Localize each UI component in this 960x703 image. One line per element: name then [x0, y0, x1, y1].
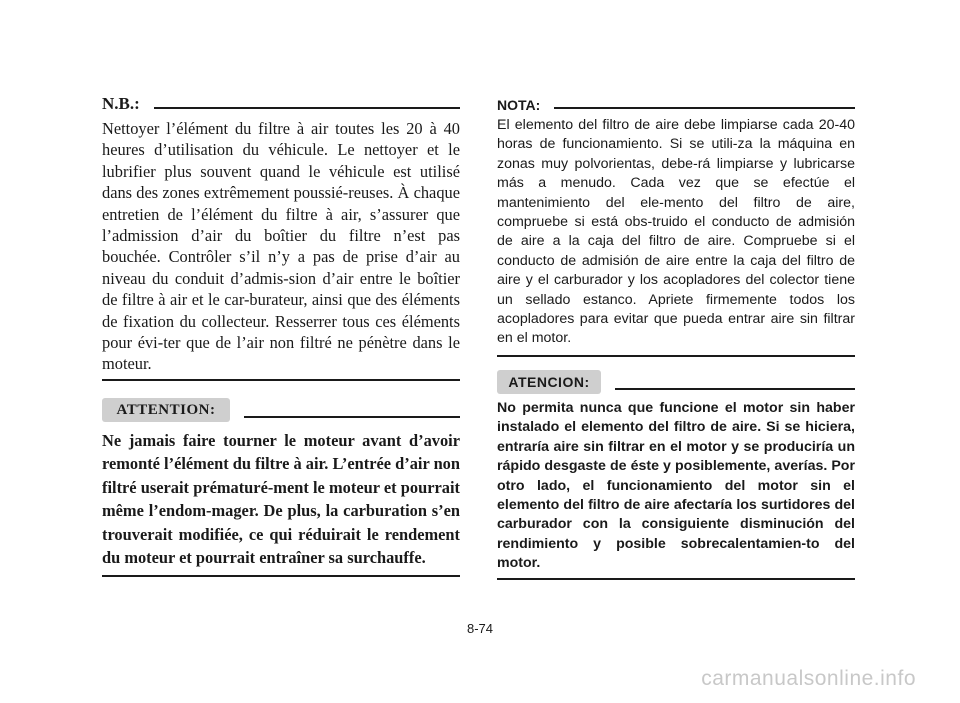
spanish-note-header-rule [554, 107, 855, 109]
spanish-note-text: El elemento del filtro de aire debe limpiarse cada 20-40 horas de funcionamiento. Si se utili-za la máquina en zonas muy polvorientas, debe-rá limpiarse y lubricarse más a menudo. Cada vez que se efectúe el mantenimiento del ele-mento del filtro de aire, compruebe si está obs-truido el conducto de admisión de aire a la caja del filtro de aire. Compruebe si el conducto de admisión de aire entre la caja del filtro de aire y el carburador y los acopladores del colector tiene un sellado estanco. Apriete firmemente todos los acopladores para evitar que pueda entrar aire sin filtrar en el motor. [497, 117, 855, 347]
french-note-end-rule [102, 379, 460, 381]
spanish-note-end-rule [497, 355, 855, 357]
french-column [102, 94, 460, 577]
spanish-note-header [497, 94, 855, 114]
french-warning-label: ATTENTION: [102, 398, 230, 422]
french-note-header [102, 94, 460, 114]
spanish-warning-text: No permita nunca que funcione el motor sin haber instalado el elemento del filtro de aire. Si se hiciera, entraría aire sin filtrar en el motor y se produciría un rápido desgaste de éste y posiblemente, averías. Por otro lado, el funcionamiento del motor sin el elemento del filtro de aire afectaría los surtidores del carburador con la consiguiente disminución del rendimiento y posible sobrecalentamien-to del motor. [497, 399, 855, 572]
spanish-warning-header [497, 369, 855, 395]
spanish-warning-end-rule [497, 578, 855, 580]
spanish-warning-label: ATENCION: [497, 370, 601, 394]
watermark: carmanualsonline.info [701, 667, 916, 690]
french-note-label: N.B.: [102, 94, 140, 113]
french-warning-text: Ne jamais faire tourner le moteur avant d’avoir remonté l’élément du filtre à air. L’entrée d’air non filtré userait prématuré-ment le moteur et pourrait même l’endom-mager. De plus, la carburation s’en trouverait modifiée, ce qui réduirait le rendement du moteur et pourrait entraîner sa surchauffe. [102, 430, 460, 567]
page-number: 8-74 [466, 621, 494, 636]
french-warning-end-rule [102, 575, 460, 577]
french-warning-header [102, 397, 460, 423]
spanish-note-label: NOTA: [497, 97, 541, 113]
spanish-warning-header-rule [615, 388, 855, 390]
french-note-text: Nettoyer l’élément du filtre à air toutes les 20 à 40 heures d’utilisation du véhicule. Le nettoyer et le lubrifier plus souvent quand le véhicule est utilisé dans des zones extrêmement poussié-reuses. À chaque entretien de l’élément du filtre à air, s’assurer que l’admission d’air du boîtier du filtre n’est pas bouchée. Contrôler s’il n’y a pas de prise d’air au niveau du conduit d’admis-sion d’air entre le boîtier de filtre à air et le car-burateur, ainsi que des éléments de fixation du collecteur. Resserrer tous ces éléments pour évi-ter que de l’air non filtré ne pénètre dans le moteur. [102, 119, 460, 374]
french-warning-header-rule [244, 416, 460, 418]
french-note-header-rule [154, 107, 460, 109]
spanish-column [497, 94, 855, 580]
